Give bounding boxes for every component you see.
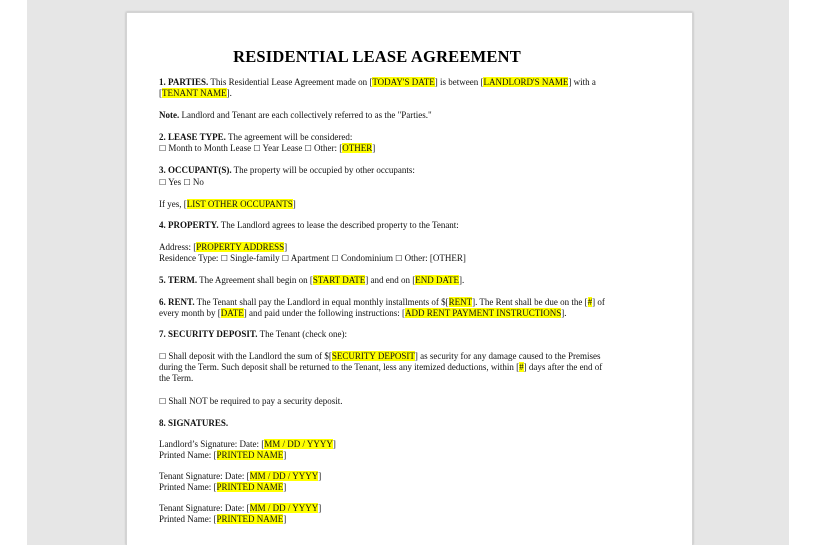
signatures-heading: 8. SIGNATURES. [159, 418, 229, 428]
tenant-printed-name-line-1: Printed Name: [PRINTED NAME] [159, 482, 287, 492]
field-rent-day[interactable]: # [587, 297, 593, 307]
parties-line-2: [TENANT NAME]. [159, 88, 232, 98]
lease-type-line-1: 2. LEASE TYPE. The agreement will be considered: [159, 132, 353, 142]
occupants-line-1: 3. OCCUPANT(S). The property will be occupied by other occupants: [159, 165, 415, 175]
checkbox-shall-deposit[interactable]: ☐ [159, 352, 167, 361]
landlord-signature-line: Landlord’s Signature: Date: [MM / DD / YYYY] [159, 439, 336, 449]
lease-type-options: ☐ Month to Month Lease ☐ Year Lease ☐ Other: [OTHER] [159, 143, 376, 153]
residence-type: Residence Type: ☐ Single-family ☐ Apartment ☐ Condominium ☐ Other: [OTHER] [159, 253, 466, 263]
checkbox-residence-other[interactable]: ☐ [395, 254, 403, 263]
parties-line-1: 1. PARTIES. This Residential Lease Agreement made on [TODAY'S DATE] is between [LANDLORD'S NAME] with a [159, 77, 596, 87]
security-not-required: ☐ Shall NOT be required to pay a security deposit. [159, 396, 343, 406]
field-security-deposit[interactable]: SECURITY DEPOSIT [331, 351, 415, 361]
lease-type-heading: 2. LEASE TYPE. [159, 132, 226, 142]
field-lease-other[interactable]: OTHER [342, 143, 373, 153]
tenant-printed-name-line-2: Printed Name: [PRINTED NAME] [159, 514, 287, 524]
field-property-address[interactable]: PROPERTY ADDRESS [196, 242, 285, 252]
note-paragraph: Note. Landlord and Tenant are each collectively referred to as the "Parties." [159, 110, 432, 120]
checkbox-apartment[interactable]: ☐ [281, 254, 290, 263]
field-other-occupants[interactable]: LIST OTHER OCCUPANTS [186, 199, 293, 209]
security-shall-line-1: ☐ Shall deposit with the Landlord the sum of $[SECURITY DEPOSIT] as security for any damage caused to the Premises [159, 351, 601, 361]
term-heading: 5. TERM. [159, 275, 198, 285]
field-todays-date[interactable]: TODAY'S DATE [372, 77, 435, 87]
security-line-1: 7. SECURITY DEPOSIT. The Tenant (check one): [159, 329, 348, 339]
checkbox-condominium[interactable]: ☐ [331, 254, 339, 263]
landlord-printed-name-line: Printed Name: [PRINTED NAME] [159, 450, 287, 460]
document-title: RESIDENTIAL LEASE AGREEMENT [233, 47, 521, 66]
checkbox-month-to-month[interactable]: ☐ [159, 144, 167, 153]
document-page[interactable] [126, 12, 693, 545]
property-line-1: 4. PROPERTY. The Landlord agrees to lease the described property to the Tenant: [159, 220, 459, 230]
checkbox-occupants-yes[interactable]: ☐ [159, 178, 167, 187]
term-paragraph: 5. TERM. The Agreement shall begin on [START DATE] and end on [END DATE]. [159, 275, 465, 285]
parties-heading: 1. PARTIES. [159, 77, 209, 87]
field-tenant1-printed-name[interactable]: PRINTED NAME [216, 482, 284, 492]
property-address: Address: [PROPERTY ADDRESS] [159, 242, 288, 252]
field-rent-date[interactable]: DATE [220, 308, 244, 318]
security-shall-line-2: during the Term. Such deposit shall be returned to the Tenant, less any itemized deductions, within [#] days after the end of [159, 362, 603, 372]
rent-line-1: 6. RENT. The Tenant shall pay the Landlord in equal monthly installments of $[RENT]. The Rent shall be due on the [#] of [159, 297, 605, 307]
field-end-date[interactable]: END DATE [415, 275, 459, 285]
checkbox-single-family[interactable]: ☐ [220, 254, 228, 263]
note-heading: Note. [159, 110, 180, 120]
property-heading: 4. PROPERTY. [159, 220, 219, 230]
security-heading: 7. SECURITY DEPOSIT. [159, 329, 258, 339]
occupants-if-yes: If yes, [LIST OTHER OCCUPANTS] [159, 199, 296, 209]
field-landlord-sign-date[interactable]: MM / DD / YYYY [264, 439, 333, 449]
tenant-signature-line-1: Tenant Signature: Date: [MM / DD / YYYY] [159, 471, 322, 481]
checkbox-year-lease[interactable]: ☐ [253, 144, 261, 153]
field-tenant2-sign-date[interactable]: MM / DD / YYYY [249, 503, 319, 513]
checkbox-no-deposit[interactable]: ☐ [159, 397, 167, 406]
field-rent[interactable]: RENT [448, 297, 473, 307]
field-payment-instructions[interactable]: ADD RENT PAYMENT INSTRUCTIONS [404, 308, 562, 318]
field-start-date[interactable]: START DATE [312, 275, 366, 285]
rent-line-2: every month by [DATE] and paid under the following instructions: [ADD RENT PAYMENT INSTRUCTIONS]. [159, 308, 567, 318]
checkbox-occupants-no[interactable]: ☐ [183, 178, 191, 187]
field-tenant-name[interactable]: TENANT NAME [162, 88, 227, 98]
checkbox-lease-other[interactable]: ☐ [304, 144, 312, 153]
occupants-options: ☐ Yes ☐ No [159, 177, 204, 187]
tenant-signature-line-2: Tenant Signature: Date: [MM / DD / YYYY] [159, 503, 322, 513]
field-return-days[interactable]: # [519, 362, 524, 372]
field-landlord-printed-name[interactable]: PRINTED NAME [216, 450, 284, 460]
rent-heading: 6. RENT. [159, 297, 195, 307]
field-tenant2-printed-name[interactable]: PRINTED NAME [216, 514, 284, 524]
occupants-heading: 3. OCCUPANT(S). [159, 165, 232, 175]
security-shall-line-3: the Term. [159, 373, 194, 383]
field-landlords-name[interactable]: LANDLORD'S NAME [483, 77, 569, 87]
field-tenant1-sign-date[interactable]: MM / DD / YYYY [249, 471, 319, 481]
